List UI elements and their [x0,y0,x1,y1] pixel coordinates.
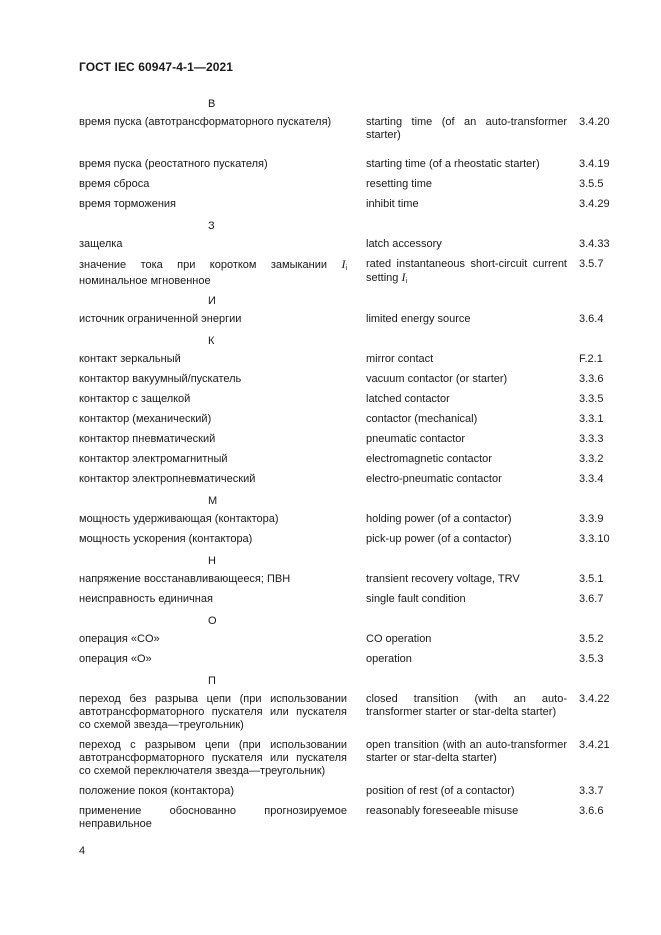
current-symbol: I [341,257,346,271]
section-letter [79,218,619,238]
russian-term: переход без разрыва цепи (при использовании автотрансформаторного пускателя или пускателя со схемой звезда—треугольник) [79,693,347,731]
russian-term-text: значение тока при коротком замыкании [79,259,342,271]
clause-reference: 3.4.21 [579,739,610,751]
index-entry [79,393,619,413]
russian-term: время торможения [79,198,177,210]
index-entry [79,633,619,653]
clause-reference: 3.4.19 [579,158,610,170]
index-entry [79,373,619,393]
english-term: vacuum contactor (or starter) [366,373,508,385]
clause-reference: 3.3.2 [579,453,604,465]
index-entry [79,573,619,593]
section-letter-label: П [208,675,216,687]
english-term: electromagnetic contactor [366,453,492,465]
russian-term: источник ограниченной энергии [79,313,242,325]
index-entry [79,805,619,839]
index-entry [79,313,619,333]
clause-reference: 3.3.9 [579,513,604,525]
russian-term: неисправность единичная [79,593,213,605]
clause-reference: 3.3.7 [579,785,604,797]
english-term: operation [366,653,412,665]
english-term: latch accessory [366,238,442,250]
clause-reference: 3.5.7 [579,258,604,270]
clause-reference: 3.4.33 [579,238,610,250]
index-entry [79,785,619,805]
clause-reference: 3.6.6 [579,805,604,817]
index-entry [79,353,619,373]
clause-reference: 3.4.20 [579,116,610,128]
english-term: position of rest (of a contactor) [366,785,515,797]
index-entry [79,178,619,198]
russian-term: защелка [79,238,123,250]
russian-term: время пуска (автотрансформаторного пускателя) [79,116,332,128]
index-entry [79,198,619,218]
russian-term: переход с разрывом цепи (при использовании автотрансформаторного пускателя или пускателя со схемой переключателя звезда—треугольник) [79,739,347,777]
index-entry [79,238,619,258]
document-header: ГОСТ IEC 60947-4-1—2021 [79,60,234,74]
english-term: CO operation [366,633,432,645]
clause-reference: 3.3.6 [579,373,604,385]
index-entry [79,593,619,613]
english-term: contactor (mechanical) [366,413,478,425]
russian-term: мощность ускорения (контактора) [79,533,253,545]
clause-reference: 3.5.1 [579,573,604,585]
english-term: closed transition (with an auto-transformer starter or star-delta starter) [366,693,567,718]
index-entry [79,116,619,158]
russian-term: контактор с защелкой [79,393,191,405]
russian-term: контактор электромагнитный [79,453,228,465]
clause-reference: 3.3.5 [579,393,604,405]
index-entry [79,258,619,293]
section-letter-label: И [208,295,216,307]
clause-reference: 3.5.2 [579,633,604,645]
clause-reference: F.2.1 [579,353,603,365]
english-term: inhibit time [366,198,419,210]
section-letter [79,333,619,353]
english-term: electro-pneumatic contactor [366,473,502,485]
section-letter-label: О [208,615,217,627]
clause-reference: 3.3.1 [579,413,604,425]
english-term: pneumatic contactor [366,433,466,445]
english-term: single fault condition [366,593,466,605]
clause-reference: 3.5.5 [579,178,604,190]
current-symbol: I [401,270,406,284]
section-letter-label: К [208,335,215,347]
english-term-text: rated instantaneous short-circuit current setting [366,258,567,284]
russian-term: мощность удерживающая (контактора) [79,513,279,525]
clause-reference: 3.6.4 [579,313,604,325]
english-term: resetting time [366,178,433,190]
russian-term [79,258,347,288]
clause-reference: 3.3.3 [579,433,604,445]
section-letter-label: В [208,98,216,110]
clause-reference: 3.4.22 [579,693,610,705]
current-subscript: i [345,265,347,272]
section-letter [79,613,619,633]
russian-term: контактор вакуумный/пускатель [79,373,242,385]
index-entry [79,453,619,473]
english-term: open transition (with an auto-transformer starter or star-delta starter) [366,739,567,764]
clause-reference: 3.3.4 [579,473,604,485]
russian-term: контакт зеркальный [79,353,181,365]
index-entry [79,513,619,533]
section-letter [79,293,619,313]
index-entry [79,433,619,453]
term-index [79,96,619,839]
russian-term: контактор пневматический [79,433,216,445]
russian-term: контактор электропневматический [79,473,256,485]
russian-term: операция «CO» [79,633,160,645]
page-number: 4 [79,845,86,857]
section-letter-label: М [208,495,218,507]
english-term: transient recovery voltage, TRV [366,573,520,585]
clause-reference: 3.4.29 [579,198,610,210]
russian-term: положение покоя (контактора) [79,785,235,797]
clause-reference: 3.6.7 [579,593,604,605]
section-letter-label: З [208,220,215,232]
english-term: latched contactor [366,393,450,405]
index-entry [79,158,619,178]
english-term: limited energy source [366,313,471,325]
russian-term: напряжение восстанавливающееся; ПВН [79,573,291,585]
clause-reference: 3.5.3 [579,653,604,665]
current-subscript: i [405,278,408,285]
english-term: holding power (of a contactor) [366,513,512,525]
english-term: starting time (of an auto-transformer starter) [366,116,567,141]
english-term: mirror contact [366,353,434,365]
english-term: reasonably foreseeable misuse [366,805,519,817]
english-term [366,258,567,288]
russian-term: время пуска (реостатного пускателя) [79,158,268,170]
english-term: starting time (of a rheostatic starter) [366,158,540,170]
section-letter-label: Н [208,555,216,567]
section-letter [79,553,619,573]
section-letter [79,673,619,693]
section-letter [79,493,619,513]
index-entry [79,533,619,553]
russian-term: время сброса [79,178,150,190]
russian-term: применение обоснованно прогнозируемое неправильное [79,805,347,830]
russian-term: операция «O» [79,653,152,665]
english-term: pick-up power (of a contactor) [366,533,512,545]
index-entry [79,473,619,493]
section-letter [79,96,619,116]
index-entry [79,739,619,785]
clause-reference: 3.3.10 [579,533,610,545]
russian-term-text-end: номинальное мгновенное [79,275,211,287]
index-entry [79,413,619,433]
russian-term: контактор (механический) [79,413,212,425]
index-entry [79,693,619,739]
index-entry [79,653,619,673]
